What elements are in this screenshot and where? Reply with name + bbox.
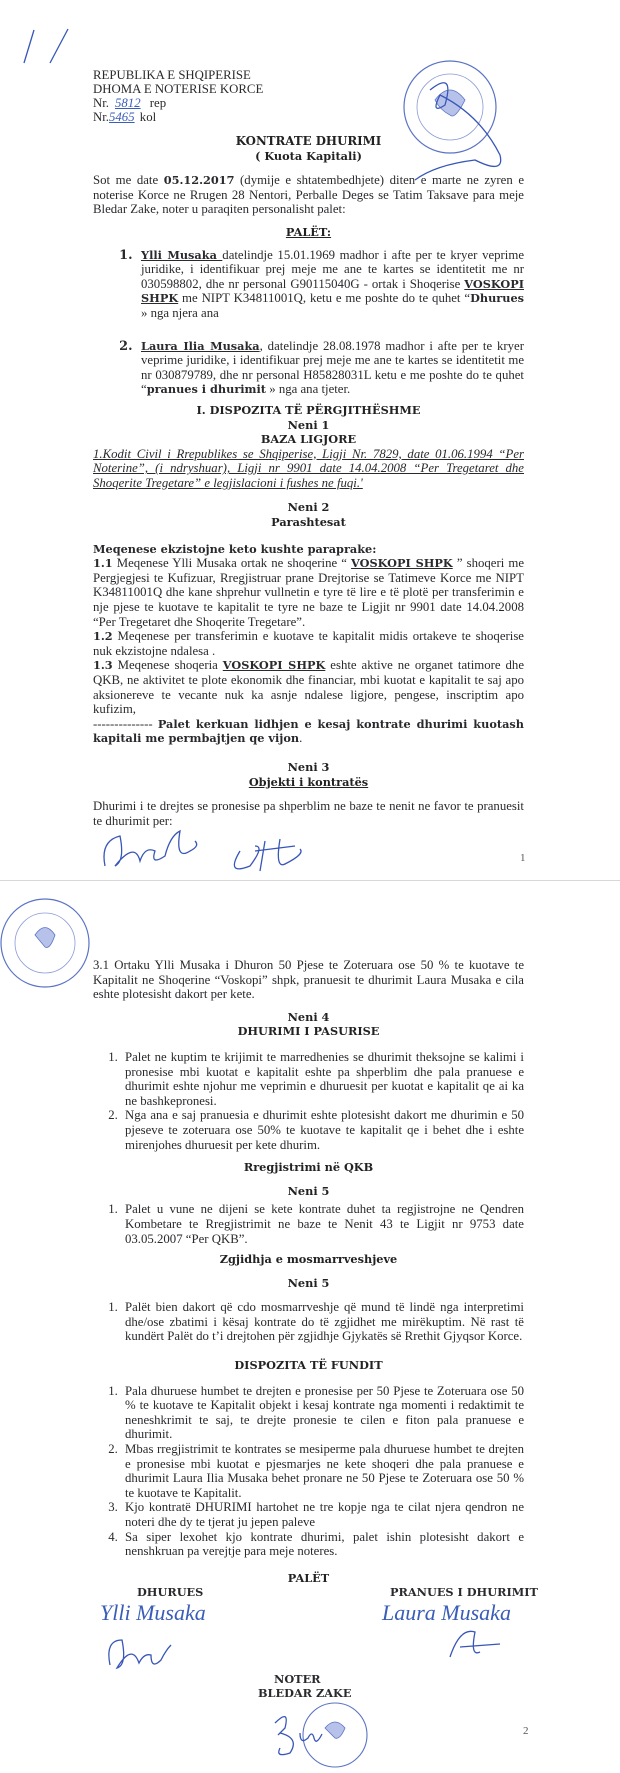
neni3-text: Dhurimi i te drejtes se pronesise pa shperblim ne baze te nenit ne favor te pranuesit te dhurimit per:	[93, 799, 524, 828]
signature-area	[93, 1585, 538, 1765]
notary-name: BLEDAR ZAKE	[258, 1686, 352, 1701]
recipient-label: PRANUES I DHURIMIT	[390, 1585, 538, 1600]
republic-line: REPUBLIKA E SHQIPERISE	[93, 68, 251, 82]
precondition-1-1: 1.1 Meqenese Ylli Musaka ortak ne shoqerine “ VOSKOPI SHPK ” shoqeri me Pergjegjesi te Kufizuar, Rregjistruar prane Drejtorise se Tatimeve Korce me NIPT K34811001Q dhe kane shprehur vullnetin e tyre të lire e të plotë per transferimin e nje pjese te kuotave te kapitalit te tyre ne baze te Ligjit nr 9901 date 14.04.2008 “Per Tregetaret dhe Shoqerite Tregetare”.	[93, 556, 525, 629]
recipient-initials	[440, 1627, 510, 1667]
disputes-neni: Neni 5	[287, 1275, 330, 1290]
precondition-1-2: 1.2 Meqenese per transferimin e kuotave te kapitalit midis ortakeve te shoqerise nuk ekzistojne ndalesa .	[93, 629, 524, 658]
precondition-1-3: 1.3 Meqenese shoqeria VOSKOPI SHPK eshte aktive ne organet tatimore dhe QKB, ne aktivitet te plote ekonomik dhe financiar, mbi kuotat e kapitalit te saj apo aksionereve te vecante nuk ka asnje ndalese ligjore, pengese, inscriptim apo kufizim,	[93, 658, 525, 717]
donor-signature: Ylli Musaka	[100, 1600, 206, 1626]
section1-heading: I. DISPOZITA TË PËRGJITHËSHME	[196, 402, 421, 417]
clause-3-1: 3.1 Ortaku Ylli Musaka i Dhuron 50 Pjese te Zoteruara ose 50 % te kuotave te Kapitalit ne Shoqerine “Voskopi” shpk, pranuesit te dhurimit Laura Musaka e cila eshte plotesisht dakort per kete.	[93, 958, 524, 1002]
final-list	[93, 1384, 524, 1559]
page-1	[93, 68, 524, 884]
donor-label: DHURUES	[137, 1585, 204, 1600]
rep-number-line: Nr. 5812 rep	[93, 96, 167, 110]
donor-signature-page1	[95, 826, 205, 876]
disputes-item: 1. Palët bien dakort që cdo mosmarrveshje që mund të lindë nga interpretimi dhe/ose zbatimi i kësaj kontrate do të zgjidhet me mirëkuptim. Në rast të kundërt Palët do t’i drejtohen për zgjidhje Gjykatës së Rrethit Gjyqsor Korce.	[121, 1300, 524, 1344]
handwritten-marks	[10, 25, 80, 65]
neni3-title: Objekti i kontratës	[248, 774, 369, 789]
party-recipient: 2. Laura Ilia Musaka, datelindje 28.08.1978 madhor i afte per te kryer veprime juridike, i identifikuar prej meje me ane te kartes se identitetit me nr 030879789, dhe nr personal H85828031L ketu e me poshte do te quhet “pranues i dhurimit » nga ana tjeter.	[137, 339, 524, 397]
neni4-label: Neni 4	[287, 1009, 330, 1024]
preconditions	[93, 542, 524, 746]
final-item: 1. Pala dhuruese humbet te drejten e pronesise per 50 Pjese te Zoteruara ose 50 % te kuotave te Kapitalit objekt i kesaj kontrate nga momenti i redaktimit te neneshkrimit te saj, te drejte pronesie te cilen e fiton pala pranuese e dhurimit.	[121, 1384, 524, 1442]
parties-list	[93, 248, 524, 397]
legal-basis-title: BAZA LIGJORE	[260, 432, 357, 447]
neni1-label: Neni 1	[287, 417, 330, 432]
preconditions-closing: -------------- Palet kerkuan lidhjen e kesaj kontrate dhurimi kuotash kapitali me permbajtjen qe vijon.	[93, 716, 524, 746]
party-donor: 1. Ylli Musaka datelindje 15.01.1969 madhor i afte per te kryer veprime juridike, i identifikuar prej meje me ane te kartes se identitetit me nr 030598802, dhe nr personal G90115040G - ortak i Shoqerise VOSKOPI SHPK me NIPT K34811001Q, ketu e me poshte do te quhet “Dhurues » nga njera ana	[137, 248, 524, 321]
document-header	[93, 68, 524, 124]
page-number-1: 1	[520, 852, 526, 865]
page-number-2: 2	[523, 1725, 529, 1738]
intro-paragraph: Sot me date 05.12.2017 (dymije e shtatembedhjete) diten e marte ne zyren e noterise Korce ne Rrugen 28 Nentori, Perballe Deges se Tatim Taksave para meje Bledar Zake, noter u paraqiten personalisht palet:	[93, 173, 524, 217]
page1-signature-area	[93, 828, 524, 884]
recipient-signature-page1	[225, 831, 315, 876]
neni2-label: Neni 2	[287, 500, 330, 515]
donor-signature-second	[100, 1635, 180, 1675]
contract-subtitle: ( Kuota Kapitali)	[255, 148, 362, 163]
preconditions-lead: Meqenese ekzistojne keto kushte paraprake:	[93, 541, 377, 556]
parties-heading: PALËT:	[285, 224, 332, 239]
neni4-item: 1. Palet ne kuptim te krijimit te marredhenies se dhurimit theksojne se kalimi i pronesise mbi kuotat e kapitalit eshte pa shperblim dhe pala pranuese e dhurimit eshte njohur me veprimin e dhuruesit per kuotat e kapitalit qe ai ka ne bashkepronesi.	[121, 1050, 524, 1108]
disputes-list	[93, 1300, 524, 1344]
registration-item: 1. Palet u vune ne dijeni se kete kontrate duhet ta regjistrojne ne Qendren Kombetare te Rregjistrimit ne baze te Nenit 43 te Ligjit nr 9753 date 03.05.2007 “Per QKB”.	[121, 1202, 524, 1246]
final-item: 4. Sa siper lexohet kjo kontrate dhurimi, palet ishin plotesisht dakort e nenshkruan pa verejtje para meje noteres.	[121, 1530, 524, 1559]
registration-list	[93, 1202, 524, 1246]
neni4-title: DHURIMI I PASURISE	[237, 1024, 380, 1039]
registration-neni: Neni 5	[287, 1183, 330, 1198]
page-break	[0, 880, 620, 881]
final-heading: DISPOZITA TË FUNDIT	[234, 1358, 383, 1373]
notary-label: NOTER	[274, 1672, 321, 1687]
rep-number: 5812	[115, 96, 141, 110]
page-2	[93, 958, 538, 1765]
recipient-signature: Laura Musaka	[382, 1600, 511, 1626]
contract-title: KONTRATE DHURIMI	[235, 134, 382, 148]
contract-date: 05.12.2017	[163, 173, 235, 188]
final-item: 3. Kjo kontratë DHURIMI hartohet ne tre kopje nga te cilat njera qendron ne noteri dhe dy te tjerat ju jepen paleve	[121, 1500, 524, 1529]
registration-heading: Rregjistrimi në QKB	[243, 1160, 374, 1175]
notary-signature-and-stamp	[260, 1703, 370, 1773]
signatures-heading: PALËT	[287, 1570, 330, 1585]
final-item: 2. Mbas rregjistrimit te kontrates se mesiperme pala dhuruese humbet te drejten e pronesise mbi kuotat e pjesmarjes ne kete shoqeri dhe pala pranuese e dhurimit Laura Ilia Musaka behet pronare ne 50 Pjese te Zoteruara ose 50 % te kuotave te Kapitalit.	[121, 1442, 524, 1500]
disputes-heading: Zgjidhja e mosmarrveshjeve	[219, 1252, 398, 1267]
neni4-item: 2. Nga ana e saj pranuesia e dhurimit eshte plotesisht dakort me dhurimin e 50 pjeseve te zoteruara ose 50% te kuotave te kapitalit qe i behet dhe i eshte mirenjohes dhuruesit per kete dhurim.	[121, 1108, 524, 1152]
kol-number-line: Nr.5465 kol	[93, 110, 157, 124]
neni4-list	[93, 1050, 524, 1152]
chamber-line: DHOMA E NOTERISE KORCE	[93, 82, 264, 96]
legal-basis-text: 1.Kodit Civil i Rrepublikes se Shqiperise, Ligji Nr. 7829, date 01.06.1994 “Per Noterine”, (i ndryshuar), Ligji nr 9901 date 14.04.2008 “Per Tregetaret dhe Shoqerite Tregetare” e legjislacioni i fushes ne fuqi.'	[93, 446, 524, 490]
neni2-title: Parashtesat	[271, 515, 346, 530]
kol-number: 5465	[109, 110, 135, 124]
neni3-label: Neni 3	[287, 759, 330, 774]
